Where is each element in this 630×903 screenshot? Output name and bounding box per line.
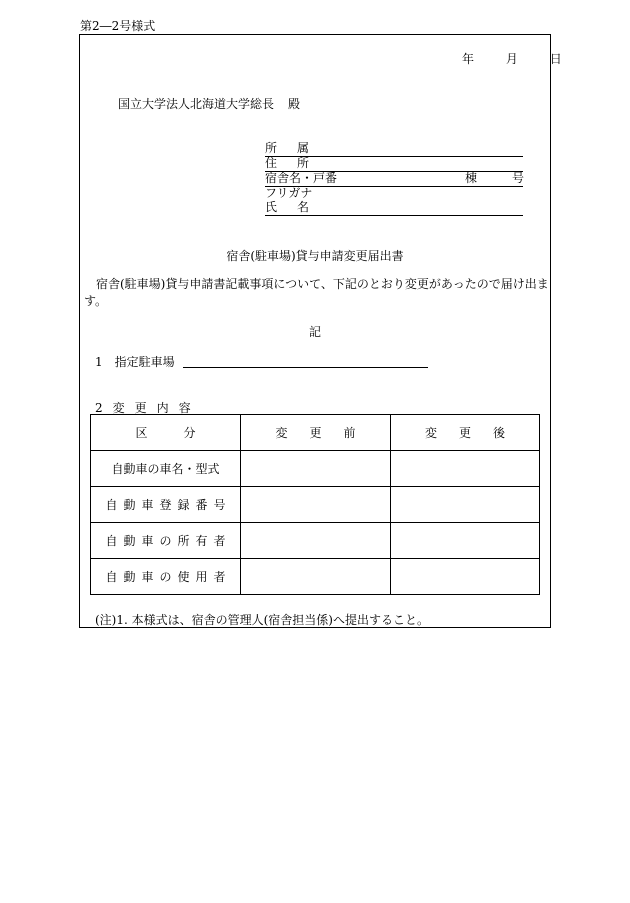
header-before: 変更前	[275, 426, 378, 440]
date-year-label: 年	[462, 52, 475, 66]
item2-label: 変更内容	[112, 401, 201, 415]
affiliation-label: 所属	[265, 141, 309, 155]
address-label: 住所	[265, 156, 309, 170]
footnote: (注)1. 本様式は、宿舎の管理人(宿舎担当係)へ提出すること。	[95, 613, 429, 627]
row-after-cell[interactable]	[391, 523, 540, 559]
furigana-field[interactable]	[265, 186, 523, 201]
building-suffix-label: 棟	[465, 171, 478, 185]
furigana-label: フリガナ	[265, 186, 313, 200]
dormitory-unit-field[interactable]	[265, 171, 523, 187]
table-row	[91, 487, 540, 523]
name-label: 氏名	[265, 200, 309, 214]
item1-designated-parking	[95, 353, 175, 370]
date-month-label: 月	[505, 52, 518, 66]
dormitory-unit-label: 宿舎名・戸番	[265, 171, 338, 185]
item1-label: 指定駐車場	[114, 355, 175, 369]
row-before-cell[interactable]	[241, 559, 391, 595]
table-row	[91, 451, 540, 487]
row-before-cell[interactable]	[241, 487, 391, 523]
row-before-cell[interactable]	[241, 451, 391, 487]
header-after: 変更後	[424, 426, 527, 440]
header-category: 区分	[135, 426, 232, 440]
ki-heading: 記	[308, 325, 321, 339]
row-after-cell[interactable]	[391, 559, 540, 595]
affiliation-field[interactable]	[265, 141, 523, 157]
row-category: 自動車の所有者	[105, 534, 232, 548]
item1-number: 1	[95, 355, 103, 369]
row-category: 自動車の車名・型式	[111, 462, 220, 476]
row-category: 自動車の使用者	[105, 570, 232, 584]
date-day-label: 日	[549, 52, 562, 66]
addressee-honorific: 殿	[288, 97, 301, 111]
form-number: 第2―2号様式	[80, 19, 156, 33]
date-line	[462, 50, 562, 67]
address-field[interactable]	[265, 156, 523, 172]
item2-number: 2	[95, 401, 103, 415]
designated-parking-input-line[interactable]	[183, 367, 428, 368]
row-category: 自動車登録番号	[105, 498, 232, 512]
number-suffix-label: 号	[512, 171, 525, 185]
table-header-row	[91, 415, 540, 451]
name-field[interactable]	[265, 200, 523, 216]
addressee	[118, 95, 300, 112]
row-after-cell[interactable]	[391, 487, 540, 523]
addressee-name: 国立大学法人北海道大学総長	[118, 97, 275, 111]
body-text: 宿舎(駐車場)貸与申請書記載事項について、下記のとおり変更があったので届け出ます。	[84, 277, 549, 308]
row-before-cell[interactable]	[241, 523, 391, 559]
table-row	[91, 523, 540, 559]
changes-table	[90, 414, 540, 595]
row-after-cell[interactable]	[391, 451, 540, 487]
table-row	[91, 559, 540, 595]
document-title: 宿舎(駐車場)貸与申請変更届出書	[226, 249, 404, 263]
